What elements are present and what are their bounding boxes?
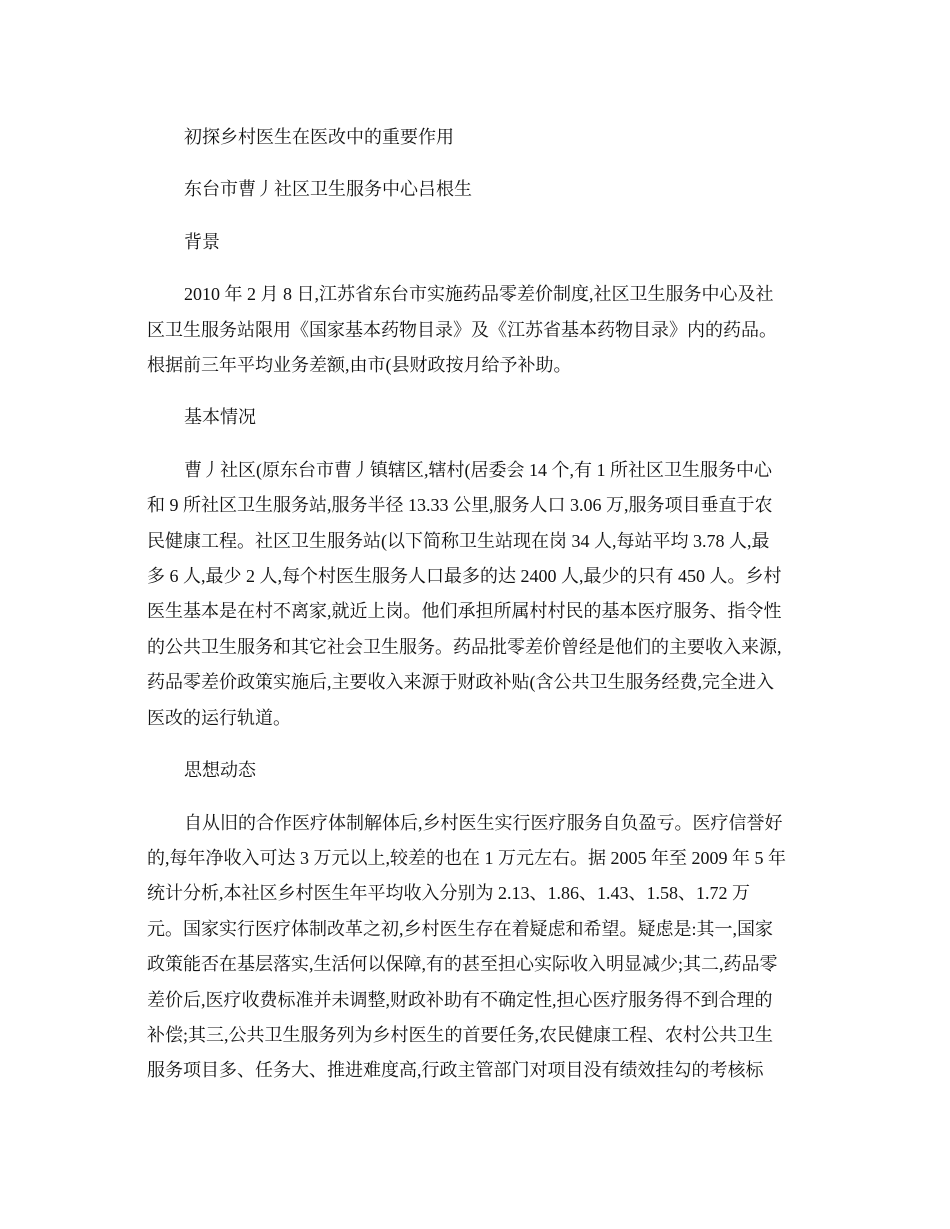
- text-line: 元。国家实行医疗体制改革之初,乡村医生存在着疑虑和希望。疑虑是:其一,国家: [147, 918, 773, 939]
- text-line: 多 6 人,最少 2 人,每个村医生服务人口最多的达 2400 人,最少的只有 450 人。乡村: [147, 566, 782, 587]
- text-line: 医改的运行轨道。: [147, 707, 291, 728]
- text-line: 自从旧的合作医疗体制解体后,乡村医生实行医疗服务自负盈亏。医疗信誉好: [184, 812, 783, 833]
- text-line: 补偿;其三,公共卫生服务列为乡村医生的首要任务,农民健康工程、农村公共卫生: [147, 1024, 773, 1045]
- text-line: 民健康工程。社区卫生服务站(以下简称卫生站现在岗 34 人,每站平均 3.78 人,最: [147, 530, 770, 551]
- text-line: 政策能否在基层落实,生活何以保障,有的甚至担心实际收入明显减少;其二,药品零: [147, 954, 778, 975]
- paragraph-background: [147, 277, 807, 383]
- text-line: 根据前三年平均业务差额,由市(县财政按月给予补助。: [147, 355, 572, 376]
- text-line: 2010 年 2 月 8 日,江苏省东台市实施药品零差价制度,社区卫生服务中心及社: [184, 284, 774, 305]
- text-line: 服务项目多、任务大、推进难度高,行政主管部门对项目没有绩效挂勾的考核标: [147, 1060, 764, 1081]
- text-line: 和 9 所社区卫生服务站,服务半径 13.33 公里,服务人口 3.06 万,服务项目垂直于农: [147, 495, 773, 516]
- text-line: 差价后,医疗收费标准并未调整,财政补助有不确定性,担心医疗服务得不到合理的: [147, 989, 773, 1010]
- document-title: 初探乡村医生在医改中的重要作用: [184, 127, 454, 147]
- text-line: 药品零差价政策实施后,主要收入来源于财政补贴(含公共卫生服务经费,完全进入: [147, 672, 774, 693]
- text-line: 的公共卫生服务和其它社会卫生服务。药品批零差价曾经是他们的主要收入来源,: [147, 636, 782, 657]
- section-heading-basic-situation: 基本情况: [184, 407, 256, 428]
- document-page: [147, 120, 807, 1106]
- text-line: 统计分析,本社区乡村医生年平均收入分别为 2.13、1.86、1.43、1.58、1.72 万: [147, 883, 750, 904]
- paragraph-basic-situation: [147, 453, 807, 736]
- paragraph-thought-trends: [147, 806, 807, 1089]
- section-heading-background: 背景: [184, 231, 220, 252]
- section-heading-thought-trends: 思想动态: [184, 760, 256, 781]
- text-line: 医生基本是在村不离家,就近上岗。他们承担所属村村民的基本医疗服务、指令性: [147, 601, 782, 622]
- text-line: 曹丿社区(原东台市曹丿镇辖区,辖村(居委会 14 个,有 1 所社区卫生服务中心: [184, 459, 772, 480]
- text-line: 区卫生服务站限用《国家基本药物目录》及《江苏省基本药物目录》内的药品。: [147, 319, 777, 340]
- document-author: 东台市曹丿社区卫生服务中心吕根生: [184, 179, 472, 200]
- text-line: 的,每年净收入可达 3 万元以上,较差的也在 1 万元左右。据 2005 年至 2009 年 5 年: [147, 847, 786, 868]
